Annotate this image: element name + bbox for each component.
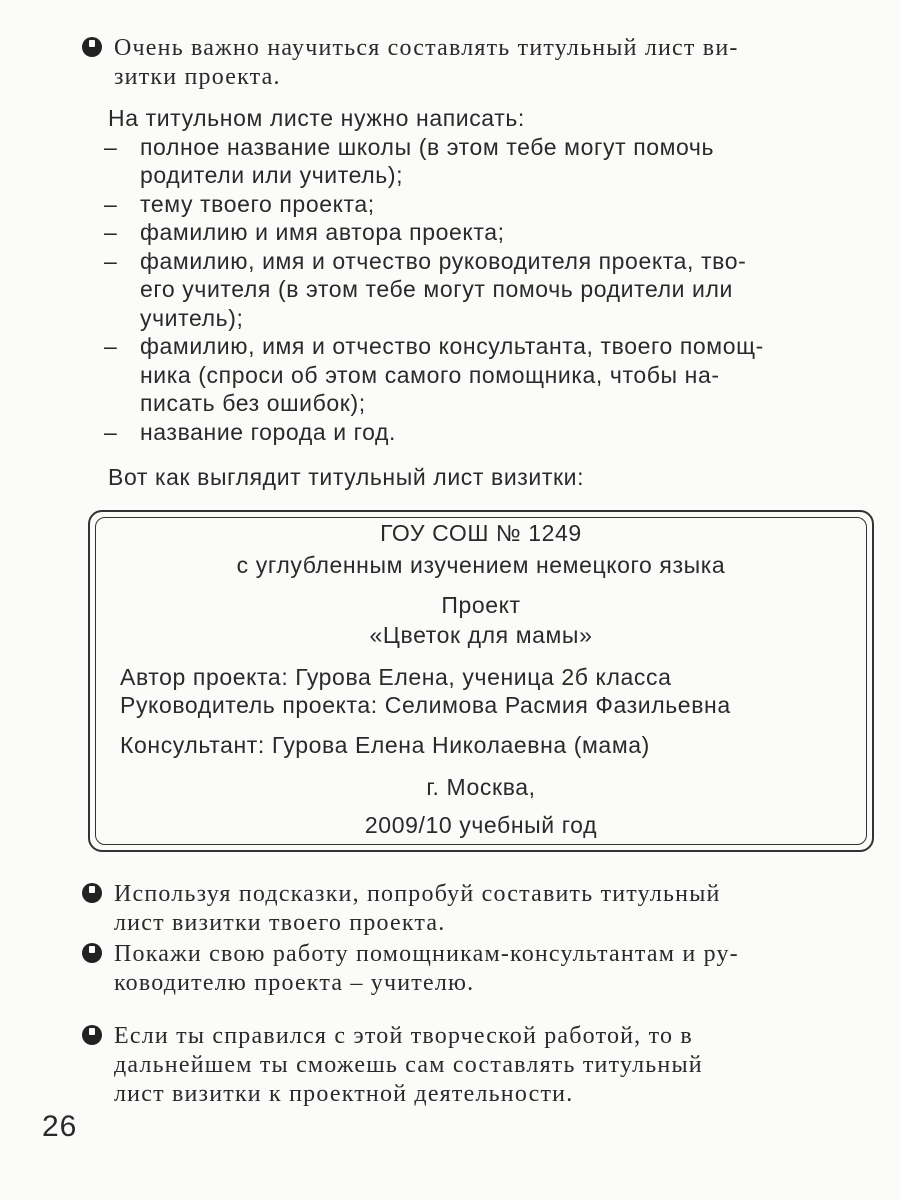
list-item-line: его учителя (в этом тебе могут помочь родители или [140, 276, 733, 302]
list-item [104, 133, 884, 190]
list-item [104, 247, 884, 333]
list-item [104, 418, 884, 447]
card-supervisor: Руководитель проекта: Селимова Расмия Фазильевна [120, 692, 731, 718]
intro-paragraph [82, 34, 882, 92]
dash-marker: – [104, 219, 118, 245]
task-item [82, 1022, 882, 1109]
dash-marker: – [104, 247, 118, 274]
intro-line-1: Очень важно научиться составлять титульный лист ви- [114, 35, 739, 61]
card-consultant: Консультант: Гурова Елена Николаевна (мама) [120, 732, 650, 758]
list-item-line: писать без ошибок); [140, 390, 366, 416]
task-list [82, 880, 882, 1111]
task-item [82, 940, 882, 998]
dash-marker: – [104, 333, 118, 359]
task-item [82, 880, 882, 938]
task-bullet-icon [82, 1025, 102, 1045]
example-intro: Вот как выглядит титульный лист визитки: [108, 464, 585, 490]
dash-marker: – [104, 190, 118, 217]
page-number: 26 [42, 1110, 78, 1143]
task-line: дальнейшем ты сможешь сам составлять титульный [114, 1052, 703, 1078]
list-item-line: фамилию, имя и отчество консультанта, твоего помощ- [140, 333, 764, 359]
task-bullet-icon [82, 943, 102, 963]
card-year: 2009/10 учебный год [364, 812, 598, 838]
list-item-line: ника (спроси об этом самого помощника, чтобы на- [140, 361, 720, 388]
task-line: ководителю проекта – учителю. [114, 970, 475, 996]
list-item-line: полное название школы (в этом тебе могут помочь [140, 133, 715, 160]
card-school-detail: с углубленным изучением немецкого языка [236, 552, 726, 578]
card-project-label: Проект [441, 592, 521, 618]
intro-line-2: зитки проекта. [114, 64, 281, 90]
list-item-line: тему твоего проекта; [140, 190, 375, 217]
list-item-line: фамилию, имя и отчество руководителя проекта, тво- [140, 247, 747, 274]
task-line: Если ты справился с этой творческой работой, то в [114, 1023, 693, 1049]
task-line: Используя подсказки, попробуй составить титульный [114, 881, 721, 907]
dash-marker: – [104, 418, 118, 445]
title-page-requirements [104, 104, 884, 446]
task-line: Покажи свою работу помощникам-консультантам и ру- [114, 941, 739, 967]
list-heading: На титульном листе нужно написать: [108, 105, 525, 131]
list-item-line: родители или учитель); [140, 162, 404, 188]
task-bullet-icon [82, 37, 102, 57]
list-item-line: фамилию и имя автора проекта; [140, 219, 505, 245]
card-project-name: «Цветок для мамы» [369, 622, 593, 648]
list-item [104, 218, 884, 247]
dash-marker: – [104, 133, 118, 160]
card-school: ГОУ СОШ № 1249 [380, 520, 582, 546]
task-line: лист визитки твоего проекта. [114, 910, 446, 936]
list-item [104, 190, 884, 219]
list-item-line: учитель); [140, 304, 244, 331]
title-card-example [88, 510, 874, 852]
card-city: г. Москва, [426, 774, 536, 800]
list-item [104, 332, 884, 418]
task-bullet-icon [82, 883, 102, 903]
list-item-line: название города и год. [140, 418, 397, 445]
card-author: Автор проекта: Гурова Елена, ученица 2б класса [120, 664, 672, 690]
task-line: лист визитки к проектной деятельности. [114, 1081, 574, 1107]
